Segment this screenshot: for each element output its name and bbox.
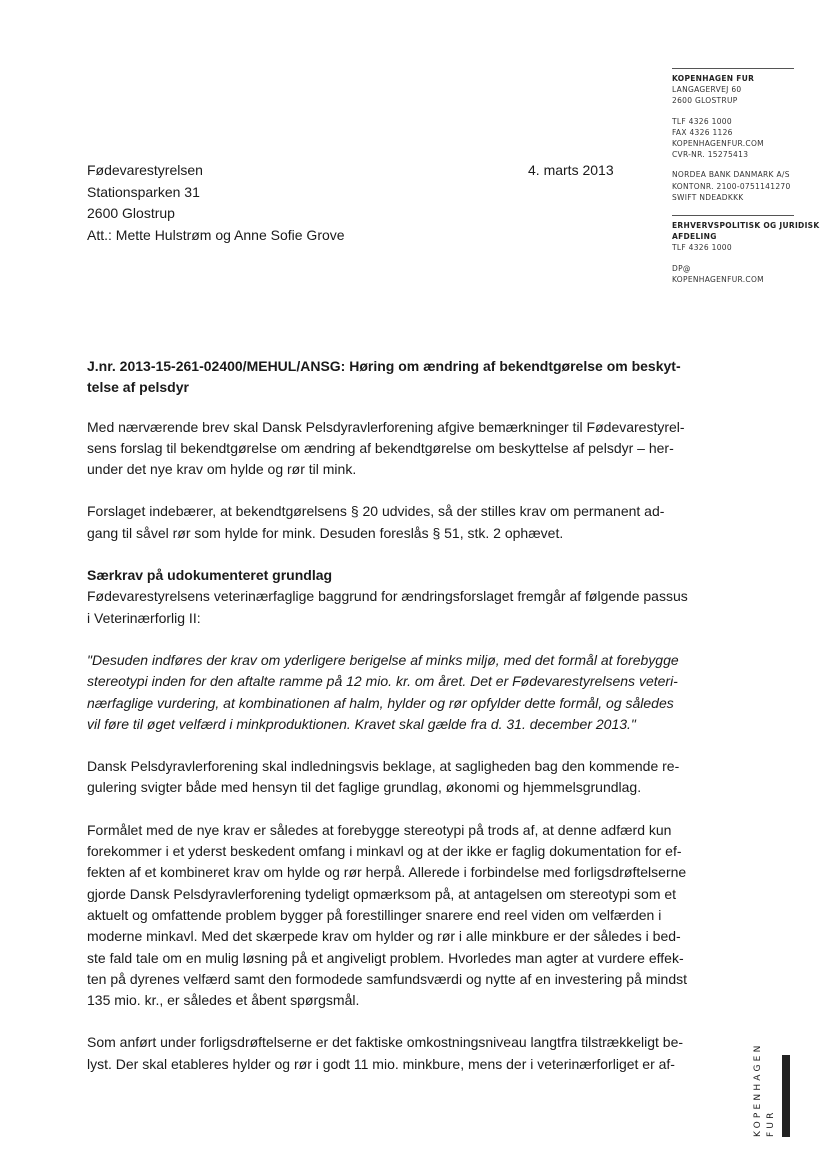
- paragraph-6: Som anført under forligsdrøftelserne er det faktiske omkostningsniveau langtfra tilstrækkeligt be- lyst. Der skal etableres hylder og rør i godt 11 mio. minkbure, mens der i veterinærforliget er af-: [87, 1034, 684, 1072]
- letter-body: [87, 356, 688, 1096]
- paragraph-5: Formålet med de nye krav er således at forebygge stereotypi på trods af, at denne adfærd kun forekommer i et yderst beskedent omfang i minkavl og at der ikke er faglig dokumentation for ef- fekten af et kombineret krav om hylde og rør herpå. Allerede i forbindelse med forligsdrøftelserne gjorde Dansk Pelsdyravlerforening tydeligt opmærksom på, at antagelsen om stereotypi som et aktuelt og omfattende problem bygger på forestillinger snarere end reel viden om velfærden i moderne minkavl. Med det skærpede krav om hylder og rør i alle minkbure er der således i bed- ste fald tale om en mulig løsning på et angiveligt problem. Hvorledes man agter at vurdere effek- ten på dyrenes velfærd samt den formodede samfundsværdi og nytte af en investering på mindst 135 mio. kr., er således et åbent spørgsmål.: [87, 821, 687, 1009]
- quote-block: "Desuden indføres der krav om yderligere berigelse af minks miljø, med det formål at forebygge stereotypi inden for den aftalte ramme på 12 mio. kr. om året. Det er Fødevarestyrelsens veteri- nærfaglige vurdering, at kombinationen af halm, hylder og rør opfylder dette formål, og således vil føre til øget velfærd i minkproduktionen. Kravet skal gælde fra d. 31. december 2013.": [87, 651, 679, 732]
- paragraph-2: Forslaget indebærer, at bekendtgørelsens § 20 udvides, så der stilles krav om permanent ad- gang til såvel rør som hylde for mink. Desuden foreslås § 51, stk. 2 ophævet.: [87, 503, 665, 541]
- address-line: LANGAGERVEJ 60: [672, 85, 742, 95]
- paragraph-4: Dansk Pelsdyravlerforening skal indledningsvis beklage, at sagligheden bag den kommende re- gulering svigter både med hensyn til det faglige grundlag, økonomi og hjemmelsgrundlag.: [87, 758, 680, 796]
- department-title: AFDELING: [672, 232, 717, 242]
- recipient-line: 2600 Glostrup: [87, 205, 175, 221]
- company-name: KOPENHAGEN FUR: [672, 74, 755, 83]
- bank-block: [672, 169, 797, 203]
- recipient-line: Fødevarestyrelsen: [87, 162, 203, 178]
- company-address-block: [672, 73, 797, 107]
- email-line: KOPENHAGENFUR.COM: [672, 274, 764, 284]
- bank-line: KONTONR. 2100-0751141270: [672, 181, 791, 191]
- department-block: [672, 220, 820, 254]
- email-block: [672, 263, 797, 285]
- department-title: ERHVERVSPOLITISK OG JURIDISK: [672, 221, 820, 231]
- contact-block: [672, 116, 797, 161]
- sidebar-divider: [672, 68, 794, 69]
- department-phone: TLF 4326 1000: [672, 243, 732, 253]
- logo-bar: [782, 1055, 790, 1137]
- paragraph-1: Med nærværende brev skal Dansk Pelsdyravlerforening afgive bemærkninger til Fødevarestyrel- sens forslag til bekendtgørelse om ændring af bekendtgørelse om beskyttelse af pelsdyr – her- under det nye krav om hylde og rør til mink.: [87, 418, 685, 478]
- logo-wordmark: [752, 1042, 786, 1137]
- section-heading: Særkrav på udokumenteret grundlag: [87, 567, 333, 584]
- recipient-line: Att.: Mette Hulstrøm og Anne Sofie Grove: [87, 226, 345, 243]
- paragraph-3: Fødevarestyrelsens veterinærfaglige baggrund for ændringsforslaget fremgår af følgende passus i Veterinærforlig II:: [87, 588, 688, 626]
- recipient-address: [87, 160, 345, 246]
- logo-line: KOPENHAGEN: [753, 1042, 763, 1137]
- recipient-line: Stationsparken 31: [87, 183, 200, 200]
- bank-line: NORDEA BANK DANMARK A/S: [672, 170, 790, 180]
- email-line: DP@: [672, 263, 691, 273]
- contact-line: TLF 4326 1000: [672, 116, 732, 126]
- letterhead-sidebar: [672, 60, 820, 294]
- logo-line: FUR: [766, 1109, 776, 1137]
- contact-line: FAX 4326 1126: [672, 127, 733, 137]
- letter-date: 4. marts 2013: [528, 162, 614, 178]
- contact-line: CVR-NR. 15275413: [672, 150, 749, 160]
- sidebar-divider: [672, 215, 794, 216]
- address-line: 2600 GLOSTRUP: [672, 96, 738, 106]
- bank-line: SWIFT NDEADKKK: [672, 192, 744, 202]
- contact-line: KOPENHAGENFUR.COM: [672, 139, 764, 149]
- kopenhagen-fur-logo: [752, 1042, 794, 1137]
- subject-line: J.nr. 2013-15-261-02400/MEHUL/ANSG: Høring om ændring af bekendtgørelse om beskyt- telse af pelsdyr: [87, 358, 681, 396]
